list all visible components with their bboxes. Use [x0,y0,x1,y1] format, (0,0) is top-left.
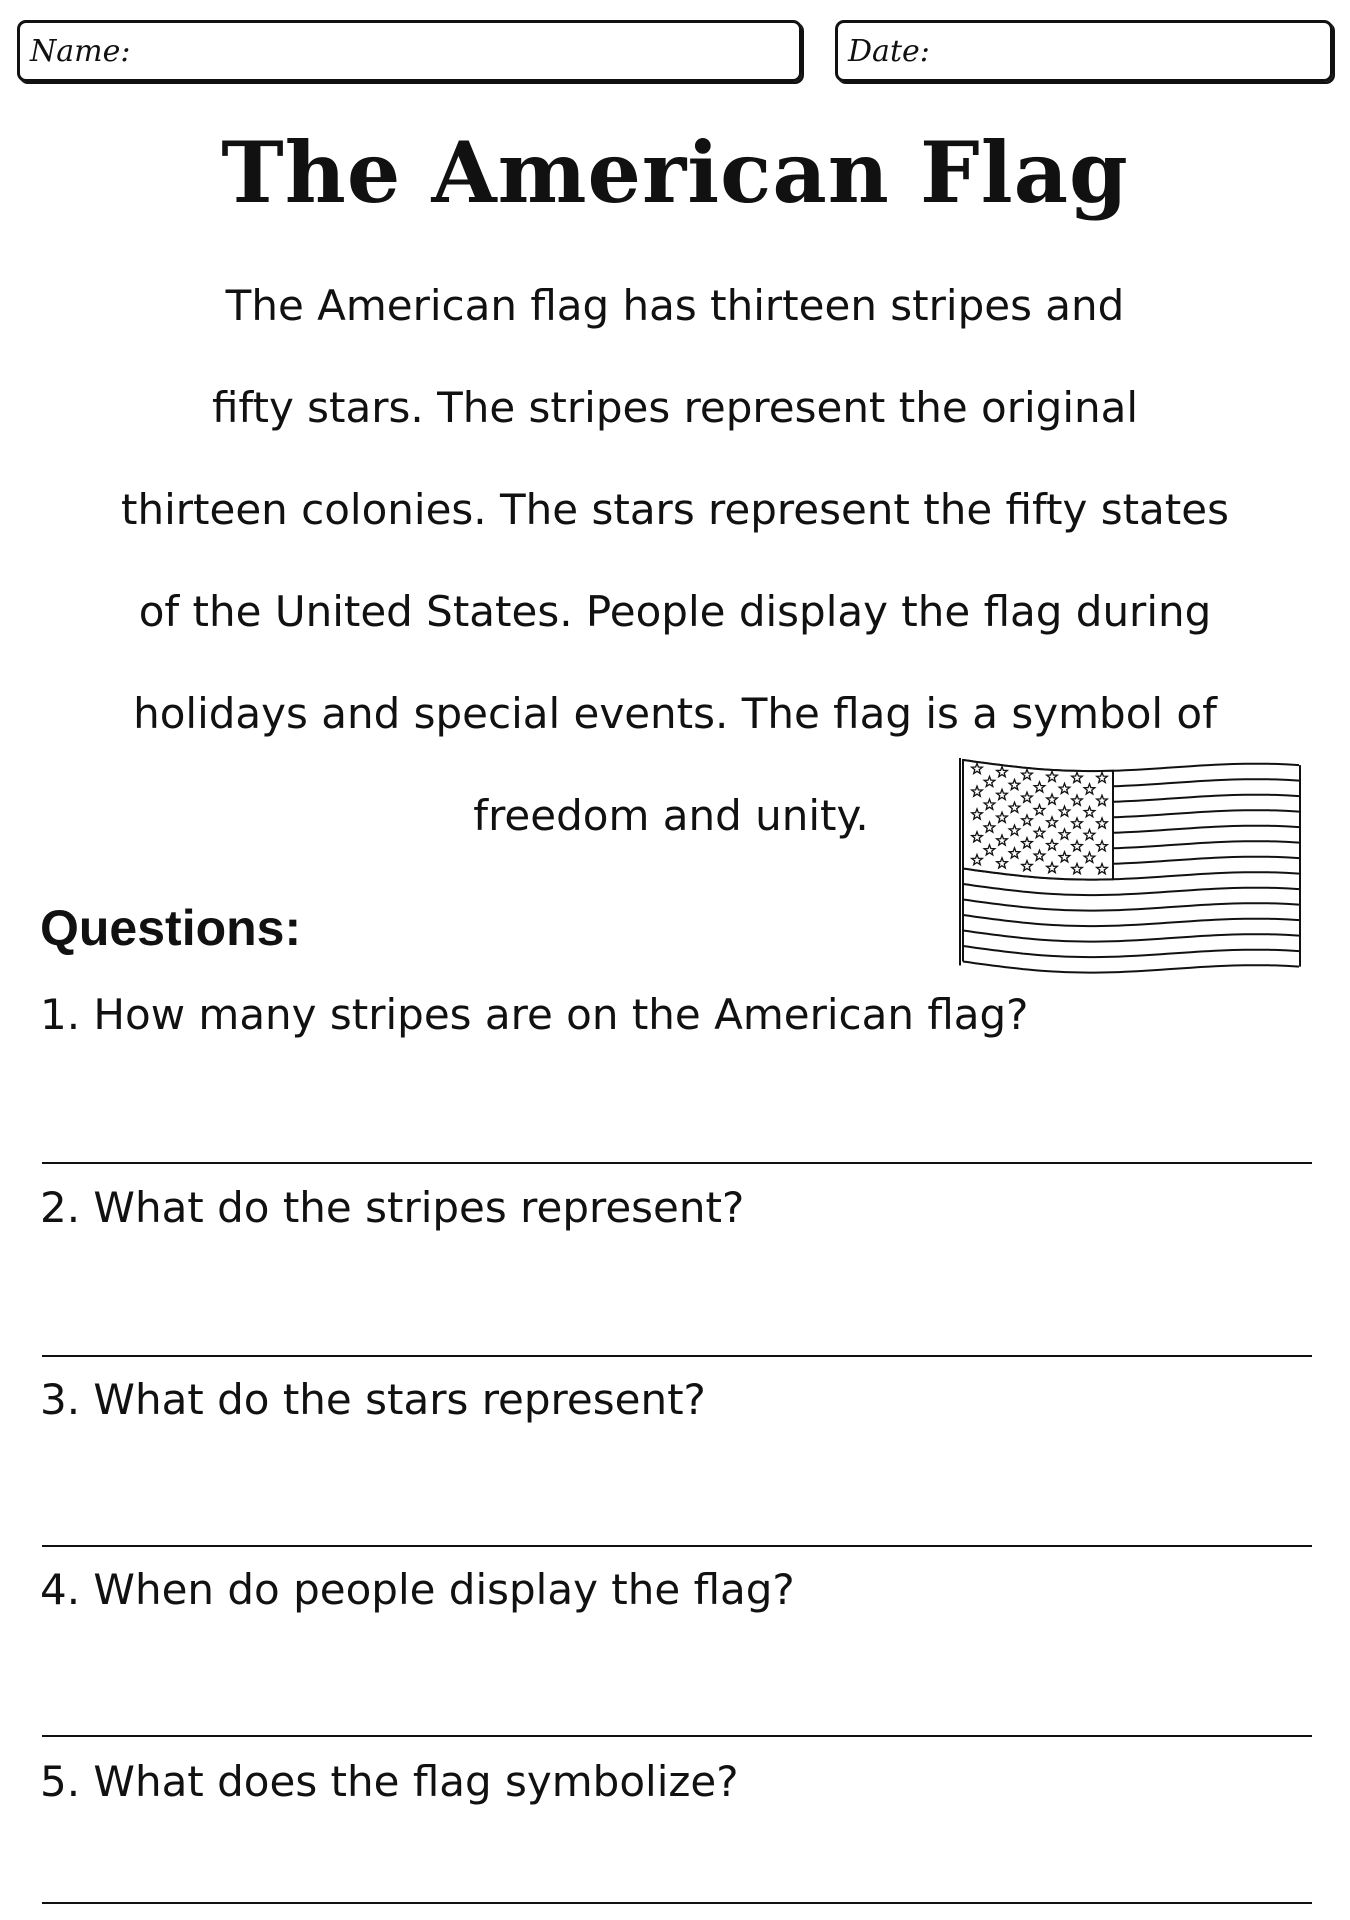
passage-line: of the United States. People display the flag during [138,587,1212,636]
flag-stripe-line [963,884,1299,895]
question-5: 5. What does the flag symbolize? [40,1757,739,1806]
date-label: Date: [848,33,930,69]
passage-line: The American flag has thirteen stripes and [225,281,1125,330]
question-4: 4. When do people display the flag? [40,1565,795,1614]
answer-line-1[interactable] [42,1162,1312,1164]
flag-stripe-line [963,946,1299,957]
flag-stripe-line [963,931,1299,942]
passage-line: holidays and special events. The flag is a symbol of [133,689,1217,738]
flag-stripe-line [963,962,1299,973]
american-flag-icon [955,752,1305,984]
answer-line-5[interactable] [42,1902,1312,1904]
passage-line: fifty stars. The stripes represent the original [211,383,1139,432]
questions-heading: Questions: [40,900,302,956]
passage-line: thirteen colonies. The stars represent the fifty states [121,485,1229,534]
question-3: 3. What do the stars represent? [40,1375,706,1424]
answer-line-3[interactable] [42,1545,1312,1547]
flag-stripe-line [963,900,1299,911]
date-field[interactable] [835,20,1333,82]
question-2: 2. What do the stripes represent? [40,1183,745,1232]
name-label: Name: [30,33,131,69]
name-field[interactable] [17,20,802,82]
page-title: The American Flag [221,123,1129,222]
flag-stripe-line [963,915,1299,926]
answer-line-4[interactable] [42,1735,1312,1737]
question-1: 1. How many stripes are on the American flag? [40,990,1029,1039]
answer-line-2[interactable] [42,1355,1312,1357]
passage-line: freedom and unity. [473,791,869,840]
